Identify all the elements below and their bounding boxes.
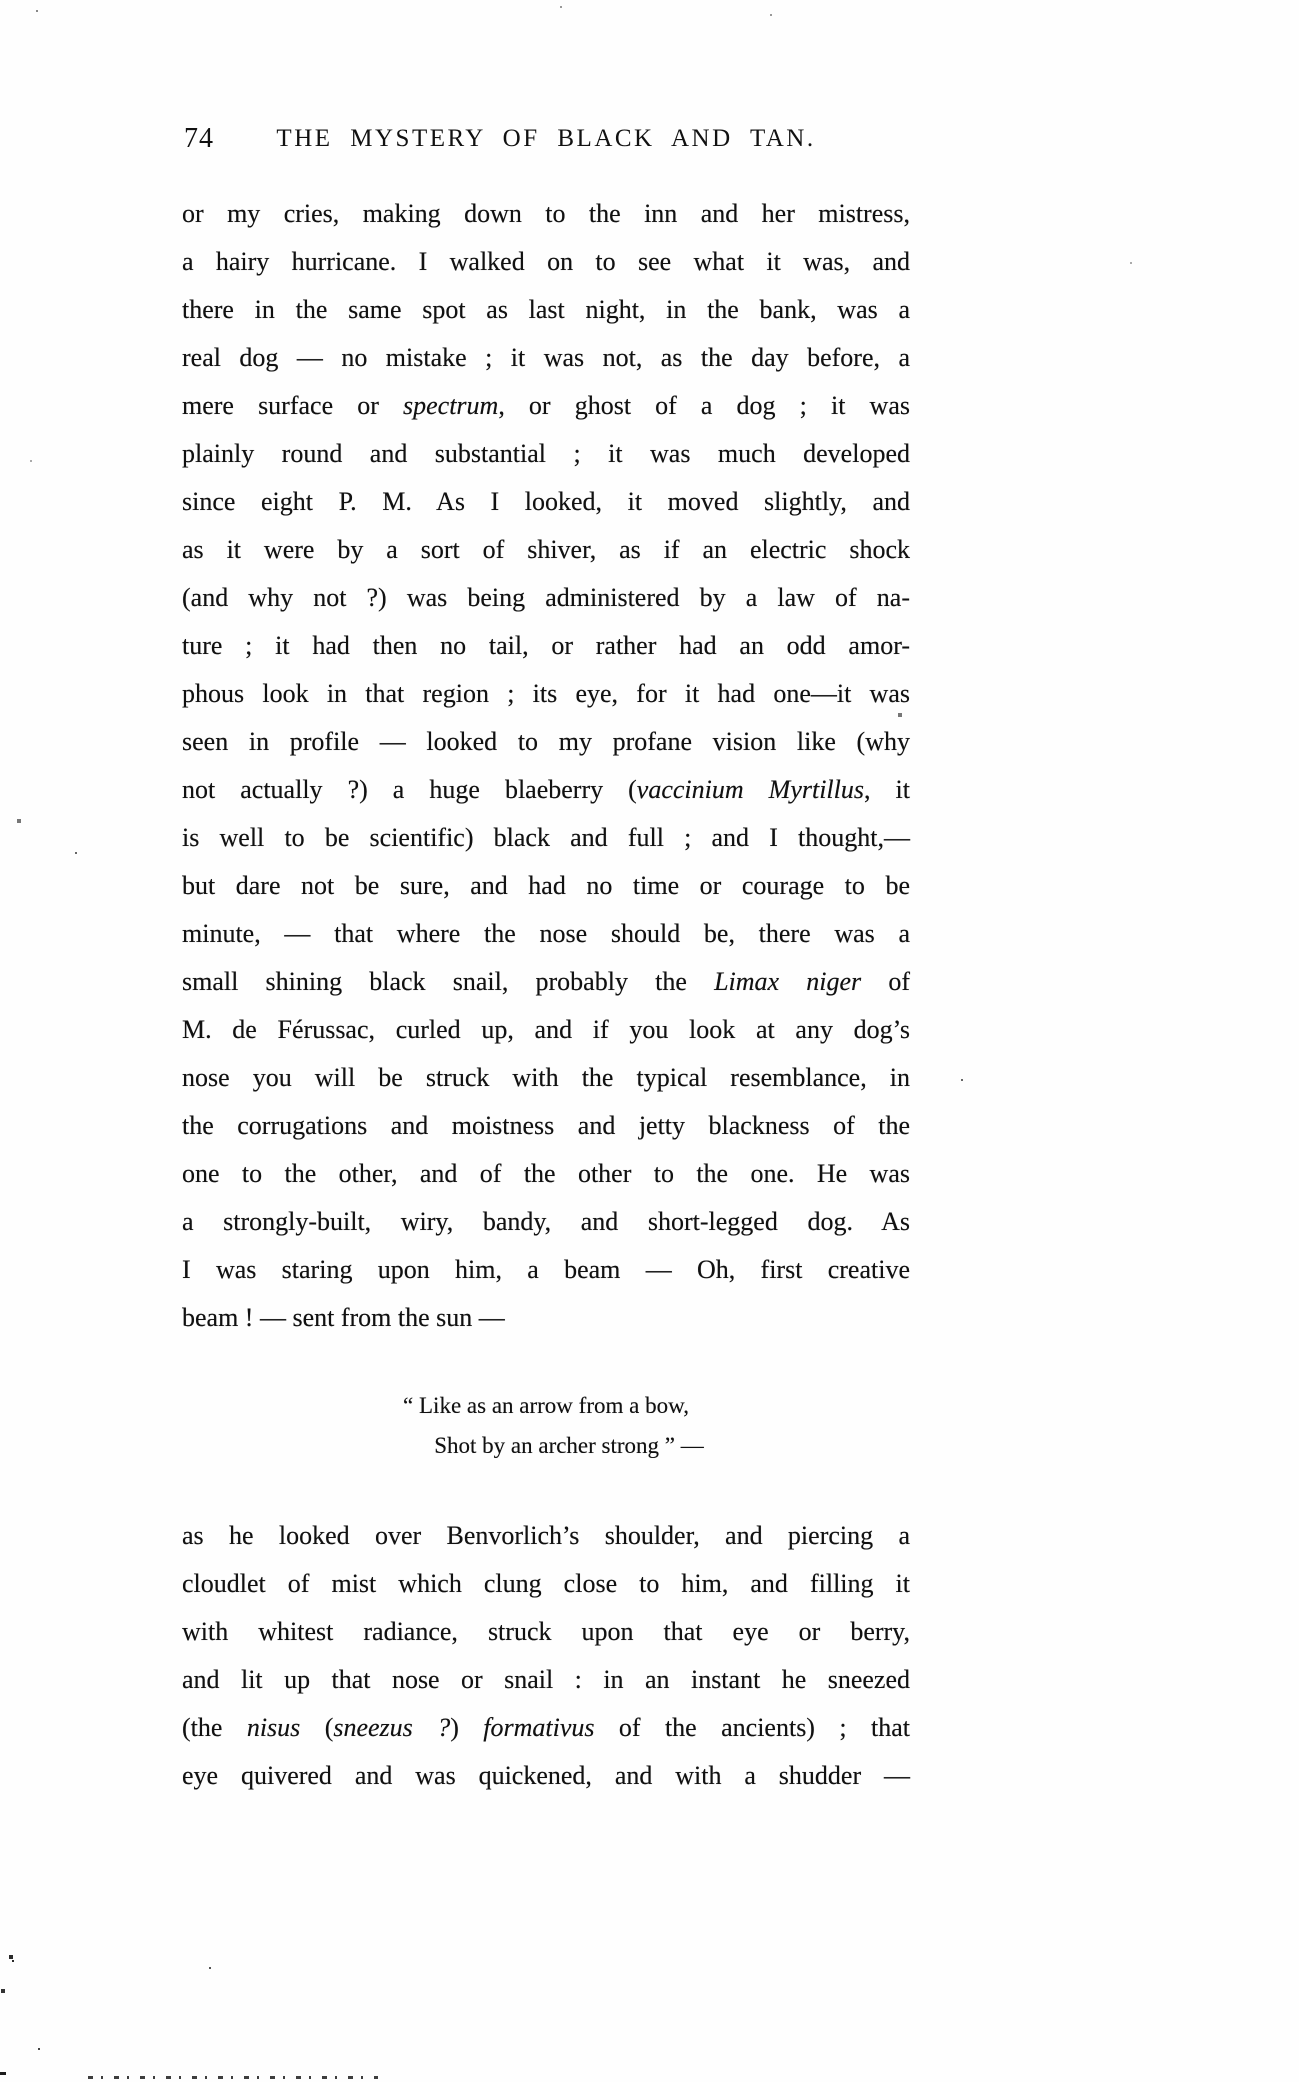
text-line: and lit up that nose or snail : in an instant he sneezed <box>182 1665 910 1694</box>
paragraph-1 <box>182 190 910 1342</box>
text-line: as it were by a sort of shiver, as if an electric shock <box>182 535 910 564</box>
text-line: small shining black snail, probably the Limax niger of <box>182 967 910 996</box>
text-line: mere surface or spectrum, or ghost of a dog ; it was <box>182 391 910 420</box>
text-line: Shot by an archer strong ” — <box>434 1433 704 1458</box>
text-line: beam ! — sent from the sun — <box>182 1303 505 1332</box>
text-line: real dog — no mistake ; it was not, as the day before, a <box>182 343 910 372</box>
text-line: I was staring upon him, a beam — Oh, first creative <box>182 1255 910 1284</box>
text-line: with whitest radiance, struck upon that eye or berry, <box>182 1617 910 1646</box>
text-line: a strongly-built, wiry, bandy, and short-legged dog. As <box>182 1207 910 1236</box>
text-line: or my cries, making down to the inn and her mistress, <box>182 199 910 228</box>
text-line: is well to be scientific) black and full ; and I thought,— <box>182 823 910 852</box>
text-line: “ Like as an arrow from a bow, <box>403 1393 689 1418</box>
text-line: cloudlet of mist which clung close to him, and filling it <box>182 1569 910 1598</box>
text-line: as he looked over Benvorlich’s shoulder, and piercing a <box>182 1521 910 1550</box>
text-line: one to the other, and of the other to the one. He was <box>182 1159 910 1188</box>
scan-noise-specks <box>0 0 2 2</box>
running-title: THE MYSTERY OF BLACK AND TAN. <box>276 125 816 152</box>
text-line: minute, — that where the nose should be, there was a <box>182 919 910 948</box>
paragraph-2 <box>182 1512 910 1800</box>
running-head <box>182 122 910 156</box>
text-line: the corrugations and moistness and jetty blackness of the <box>182 1111 910 1140</box>
text-line: plainly round and substantial ; it was much developed <box>182 439 910 468</box>
text-line: since eight P. M. As I looked, it moved slightly, and <box>182 487 910 516</box>
page-number: 74 <box>184 123 214 154</box>
text-line: (the nisus (sneezus ?) formativus of the ancients) ; that <box>182 1713 910 1742</box>
verse-quote <box>182 1386 910 1466</box>
text-line: ture ; it had then no tail, or rather had an odd amor- <box>182 631 910 660</box>
text-line: a hairy hurricane. I walked on to see what it was, and <box>182 247 910 276</box>
text-line: (and why not ?) was being administered by a law of na- <box>182 583 910 612</box>
text-line: not actually ?) a huge blaeberry (vaccinium Myrtillus, it <box>182 775 910 804</box>
text-line: M. de Férussac, curled up, and if you look at any dog’s <box>182 1015 910 1044</box>
text-line: seen in profile — looked to my profane vision like (why <box>182 727 910 756</box>
text-line: eye quivered and was quickened, and with a shudder — <box>182 1761 910 1790</box>
text-line: there in the same spot as last night, in the bank, was a <box>182 295 910 324</box>
text-line: but dare not be sure, and had no time or courage to be <box>182 871 910 900</box>
text-column <box>182 122 910 1800</box>
scan-noise-bottom-dot <box>0 2072 6 2075</box>
scan-noise-bottom-edge <box>88 2076 378 2079</box>
text-line: nose you will be struck with the typical resemblance, in <box>182 1063 910 1092</box>
text-line: phous look in that region ; its eye, for it had one—it was <box>182 679 910 708</box>
